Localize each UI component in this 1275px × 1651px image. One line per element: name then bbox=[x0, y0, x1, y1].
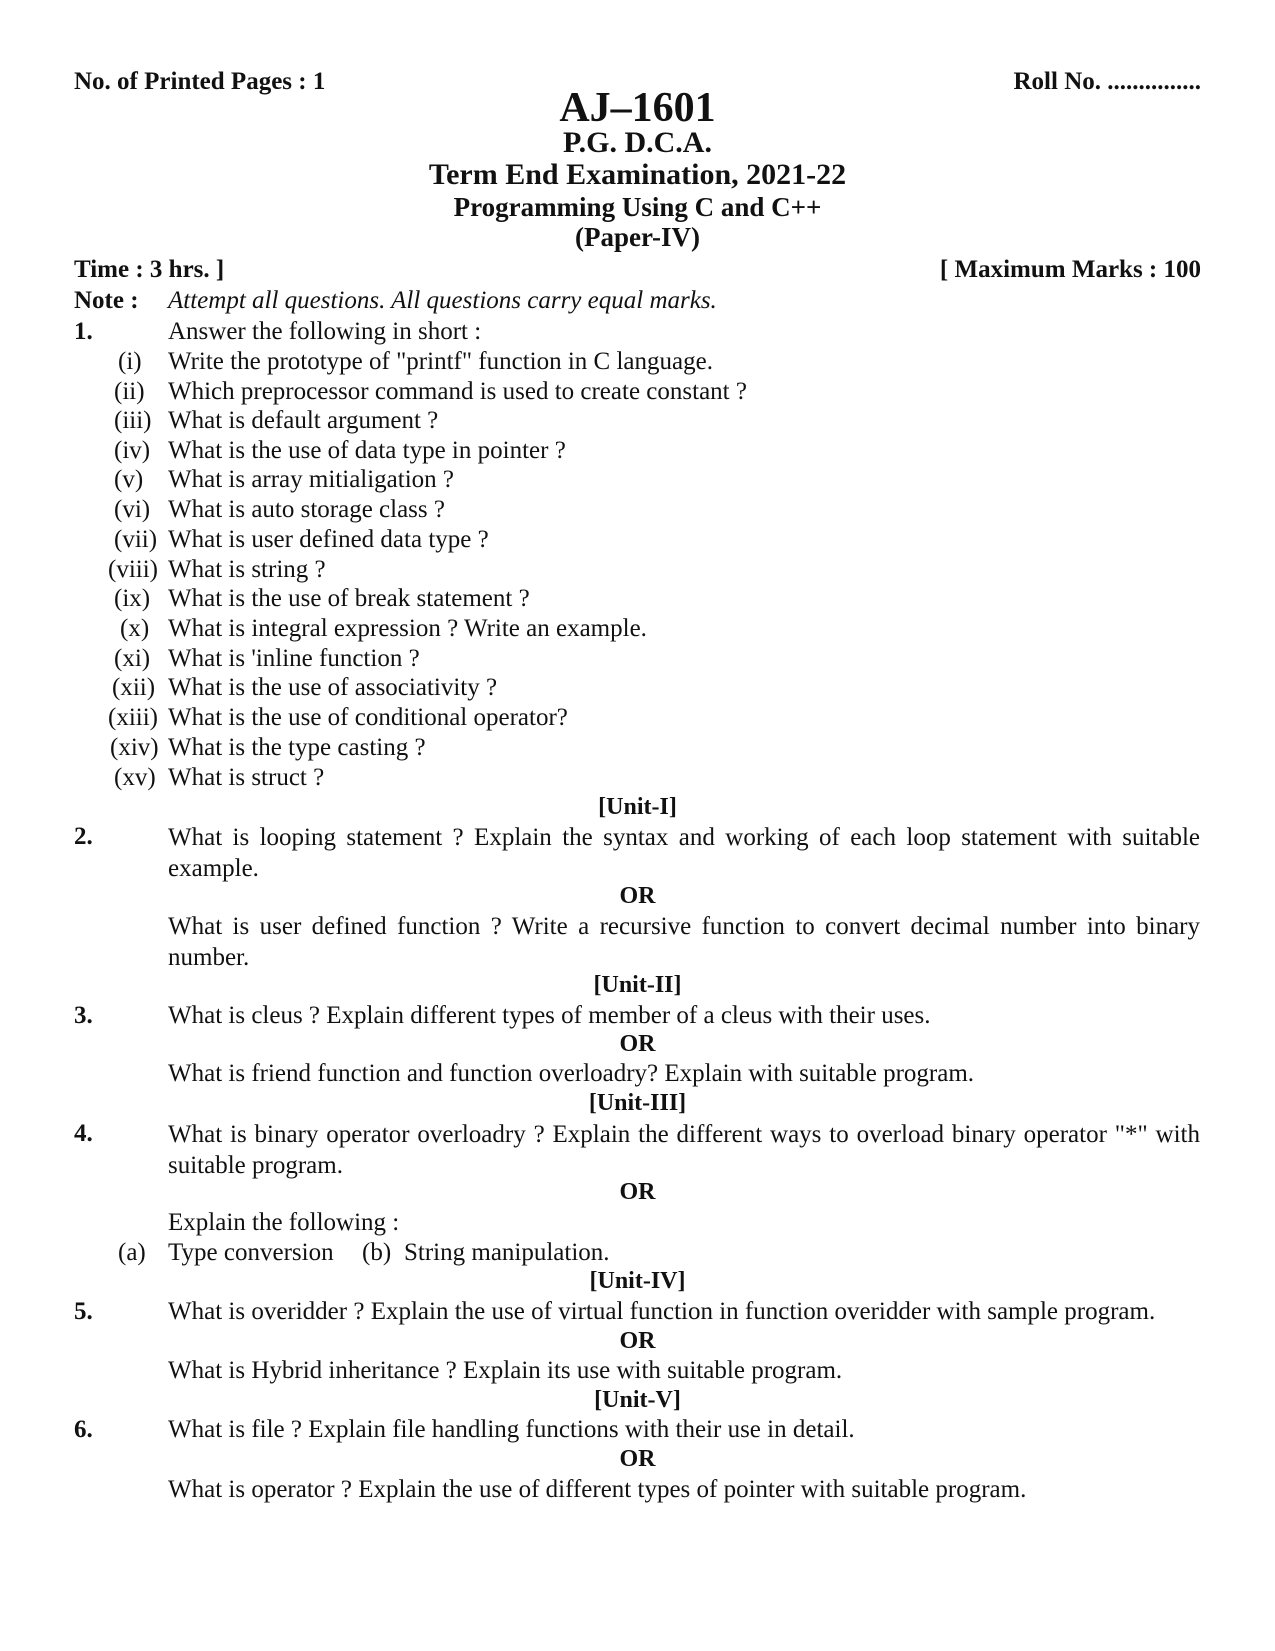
maximum-marks: [ Maximum Marks : 100 bbox=[939, 256, 1201, 283]
unit-heading: [Unit-II] bbox=[593, 972, 682, 998]
or-separator: OR bbox=[619, 883, 656, 909]
item-number: (xii) bbox=[112, 674, 156, 701]
list-item: What is default argument ? bbox=[168, 407, 439, 434]
list-item: What is user defined data type ? bbox=[168, 526, 489, 553]
course-name: P.G. D.C.A. bbox=[563, 126, 712, 159]
list-item: What is the use of associativity ? bbox=[168, 674, 498, 701]
list-item: What is the use of data type in pointer ? bbox=[168, 437, 566, 464]
item-number: (xiii) bbox=[108, 704, 158, 731]
item-number: (b) bbox=[362, 1239, 392, 1266]
question-text: What is Hybrid inheritance ? Explain its use with suitable program. bbox=[168, 1357, 843, 1384]
list-item: Which preprocessor command is used to create constant ? bbox=[168, 378, 747, 405]
question-text: What is operator ? Explain the use of different types of pointer with suitable program. bbox=[168, 1476, 1027, 1503]
item-number: (ix) bbox=[114, 585, 151, 612]
item-number: (a) bbox=[118, 1239, 146, 1266]
exam-title: Term End Examination, 2021-22 bbox=[428, 158, 847, 191]
item-number: (viii) bbox=[108, 556, 158, 583]
item-number: (vi) bbox=[114, 496, 151, 523]
note-text: Attempt all questions. All questions carry equal marks. bbox=[168, 287, 717, 314]
subject-title: Programming Using C and C++ bbox=[453, 192, 822, 222]
question-text: What is friend function and function overloadry? Explain with suitable program. bbox=[168, 1060, 975, 1087]
or-separator: OR bbox=[619, 1446, 656, 1472]
list-item: What is the type casting ? bbox=[168, 734, 426, 761]
item-number: (iii) bbox=[114, 407, 152, 434]
list-item: What is auto storage class ? bbox=[168, 496, 445, 523]
printed-pages: No. of Printed Pages : 1 bbox=[74, 68, 326, 95]
item-number: (vii) bbox=[114, 526, 158, 553]
question-text: Explain the following : bbox=[168, 1209, 400, 1236]
or-separator: OR bbox=[619, 1328, 656, 1354]
or-separator: OR bbox=[619, 1031, 656, 1057]
list-item: What is string ? bbox=[168, 556, 326, 583]
question-number: 1. bbox=[74, 318, 93, 345]
question-number: 5. bbox=[74, 1298, 93, 1325]
question-text: What is looping statement ? Explain the syntax and working of each loop statement with suitable example. bbox=[168, 824, 1200, 882]
item-number: (xiv) bbox=[110, 734, 159, 761]
item-number: (x) bbox=[120, 615, 150, 642]
paper-number: (Paper-IV) bbox=[575, 222, 700, 252]
question-text: What is file ? Explain file handling functions with their use in detail. bbox=[168, 1416, 855, 1443]
item-number: (ii) bbox=[114, 378, 145, 405]
or-separator: OR bbox=[619, 1179, 656, 1205]
item-number: (iv) bbox=[114, 437, 151, 464]
question-text: What is binary operator overloadry ? Explain the different ways to overload binary operator "*" with suitable program. bbox=[168, 1121, 1200, 1179]
question-text: What is cleus ? Explain different types of member of a cleus with their uses. bbox=[168, 1002, 931, 1029]
list-item: String manipulation. bbox=[404, 1239, 610, 1266]
item-number: (i) bbox=[118, 348, 142, 375]
list-item: What is 'inline function ? bbox=[168, 645, 420, 672]
question-text: What is user defined function ? Write a recursive function to convert decimal number into binary number. bbox=[168, 913, 1200, 971]
question-number: 4. bbox=[74, 1120, 93, 1147]
unit-heading: [Unit-IV] bbox=[589, 1268, 686, 1294]
question-number: 2. bbox=[74, 823, 93, 850]
list-item: What is the use of conditional operator? bbox=[168, 704, 568, 731]
item-number: (xi) bbox=[114, 645, 151, 672]
list-item: Write the prototype of "printf" function in C language. bbox=[168, 348, 713, 375]
question-text: What is overidder ? Explain the use of virtual function in function overidder with sample program. bbox=[168, 1298, 1156, 1325]
list-item: What is the use of break statement ? bbox=[168, 585, 530, 612]
time-allowed: Time : 3 hrs. ] bbox=[74, 256, 225, 283]
list-item: What is struct ? bbox=[168, 764, 325, 791]
list-item: What is array mitialigation ? bbox=[168, 466, 455, 493]
item-number: (v) bbox=[114, 466, 144, 493]
unit-heading: [Unit-III] bbox=[588, 1090, 687, 1116]
unit-heading: [Unit-I] bbox=[598, 794, 677, 820]
note-label: Note : bbox=[74, 287, 139, 314]
question-text: Answer the following in short : bbox=[168, 318, 482, 345]
list-item: Type conversion bbox=[168, 1239, 334, 1266]
list-item: What is integral expression ? Write an example. bbox=[168, 615, 647, 642]
paper-code: AJ–1601 bbox=[559, 85, 716, 131]
item-number: (xv) bbox=[114, 764, 156, 791]
question-number: 3. bbox=[74, 1002, 93, 1029]
question-number: 6. bbox=[74, 1416, 93, 1443]
unit-heading: [Unit-V] bbox=[594, 1387, 681, 1413]
roll-number: Roll No. ............... bbox=[1013, 68, 1201, 95]
